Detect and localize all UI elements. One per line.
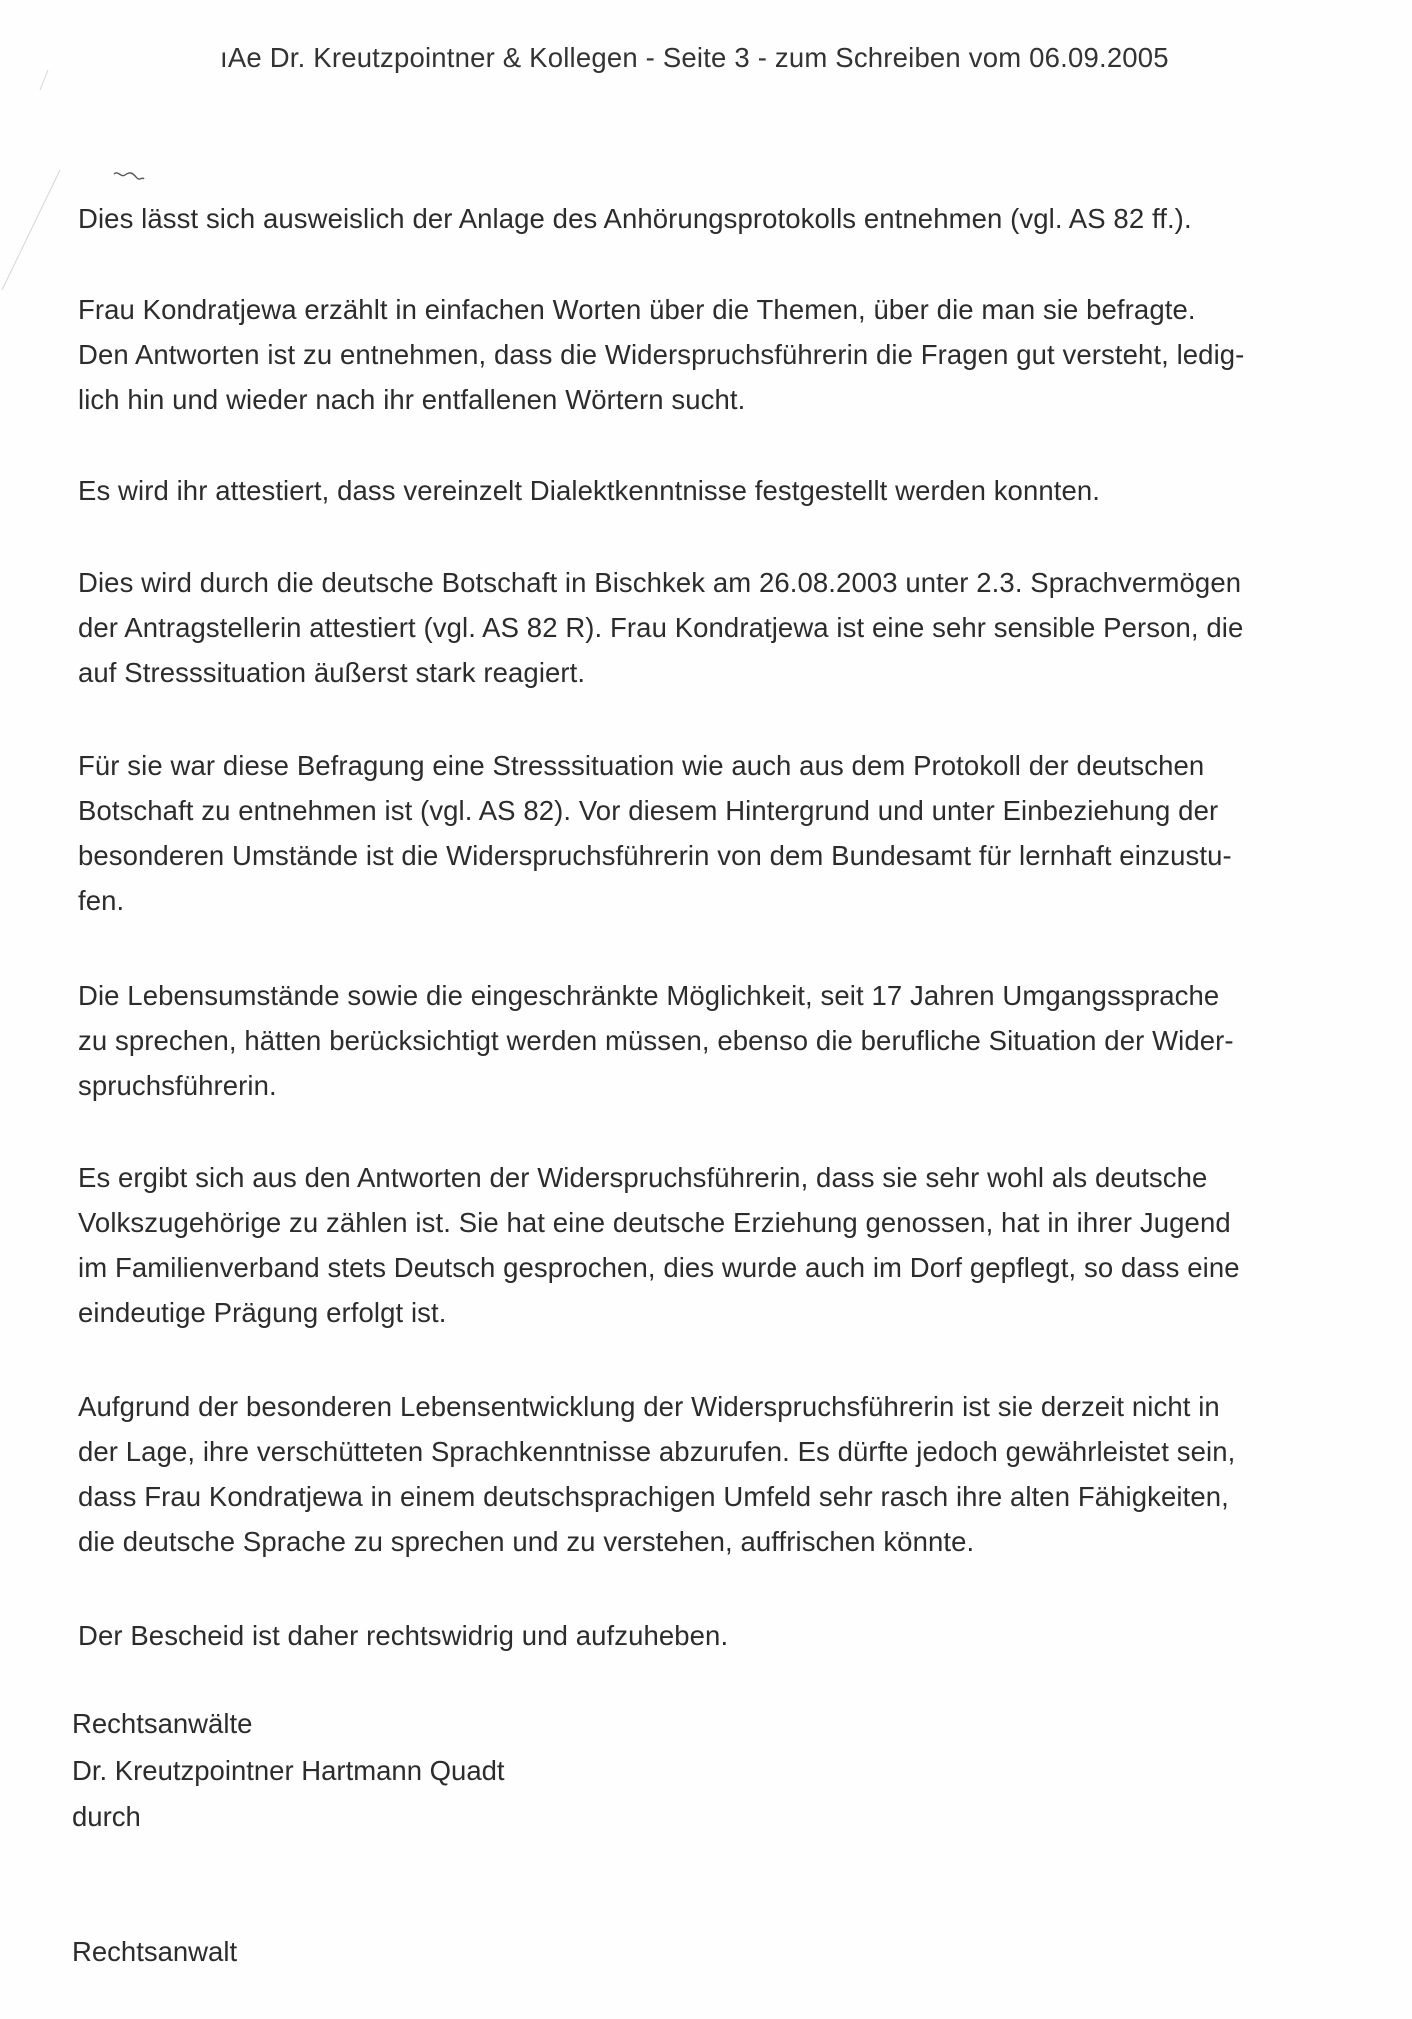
paragraph-1 bbox=[78, 196, 1378, 241]
paragraph-line: lich hin und wieder nach ihr entfallenen Wörtern sucht. bbox=[78, 384, 746, 415]
paragraph-2 bbox=[78, 287, 1378, 422]
paragraph-line: Es ergibt sich aus den Antworten der Widerspruchsführerin, dass sie sehr wohl als deutsche bbox=[78, 1162, 1208, 1193]
paragraph-9 bbox=[78, 1613, 1378, 1658]
paragraph-line: eindeutige Prägung erfolgt ist. bbox=[78, 1297, 447, 1328]
closing-firm: Rechtsanwälte bbox=[72, 1708, 253, 1739]
paragraph-7 bbox=[78, 1155, 1378, 1335]
paragraph-line: Botschaft zu entnehmen ist (vgl. AS 82). Vor diesem Hintergrund und unter Einbeziehung der bbox=[78, 795, 1219, 826]
paragraph-8 bbox=[78, 1384, 1378, 1564]
paragraph-line: im Familienverband stets Deutsch gesprochen, dies wurde auch im Dorf gepflegt, so dass eine bbox=[78, 1252, 1240, 1283]
paragraph-line: Volkszugehörige zu zählen ist. Sie hat eine deutsche Erziehung genossen, hat in ihrer Jugend bbox=[78, 1207, 1231, 1238]
paragraph-line: der Antragstellerin attestiert (vgl. AS 82 R). Frau Kondratjewa ist eine sehr sensible Person, die bbox=[78, 612, 1244, 643]
paragraph-3 bbox=[78, 468, 1378, 513]
paragraph-line: auf Stresssituation äußerst stark reagiert. bbox=[78, 657, 586, 688]
closing-by: durch bbox=[72, 1801, 141, 1832]
page-header: ıAe Dr. Kreutzpointner & Kollegen - Seite 3 - zum Schreiben vom 06.09.2005 bbox=[220, 42, 1169, 73]
paragraph-line: besonderen Umstände ist die Widerspruchsführerin von dem Bundesamt für lernhaft einzustu- bbox=[78, 840, 1232, 871]
paragraph-line: Aufgrund der besonderen Lebensentwicklung der Widerspruchsführerin ist sie derzeit nicht in bbox=[78, 1391, 1220, 1422]
paragraph-line: spruchsführerin. bbox=[78, 1070, 277, 1101]
closing-names: Dr. Kreutzpointner Hartmann Quadt bbox=[72, 1755, 505, 1786]
paragraph-line: Dies lässt sich ausweislich der Anlage des Anhörungsprotokolls entnehmen (vgl. AS 82 ff.). bbox=[78, 203, 1192, 234]
paragraph-line: Der Bescheid ist daher rechtswidrig und aufzuheben. bbox=[78, 1620, 729, 1651]
closing-title: Rechtsanwalt bbox=[72, 1936, 238, 1967]
paragraph-line: Es wird ihr attestiert, dass vereinzelt Dialektkenntnisse festgestellt werden konnten. bbox=[78, 475, 1101, 506]
paragraph-line: Den Antworten ist zu entnehmen, dass die Widerspruchsführerin die Fragen gut versteht, ledig- bbox=[78, 339, 1245, 370]
scan-mark bbox=[0, 0, 80, 300]
paragraph-line: fen. bbox=[78, 885, 125, 916]
paragraph-line: dass Frau Kondratjewa in einem deutschsprachigen Umfeld sehr rasch ihre alten Fähigkeiten, bbox=[78, 1481, 1229, 1512]
paragraph-6 bbox=[78, 973, 1378, 1108]
pen-mark bbox=[112, 168, 146, 184]
paragraph-line: Frau Kondratjewa erzählt in einfachen Worten über die Themen, über die man sie befragte. bbox=[78, 294, 1196, 325]
paragraph-line: zu sprechen, hätten berücksichtigt werden müssen, ebenso die berufliche Situation der Wider- bbox=[78, 1025, 1234, 1056]
paragraph-line: der Lage, ihre verschütteten Sprachkenntnisse abzurufen. Es dürfte jedoch gewährleistet sein, bbox=[78, 1436, 1236, 1467]
paragraph-line: Dies wird durch die deutsche Botschaft in Bischkek am 26.08.2003 unter 2.3. Sprachvermögen bbox=[78, 567, 1242, 598]
paragraph-5 bbox=[78, 743, 1378, 923]
paragraph-line: Für sie war diese Befragung eine Stresssituation wie auch aus dem Protokoll der deutschen bbox=[78, 750, 1205, 781]
paragraph-line: Die Lebensumstände sowie die eingeschränkte Möglichkeit, seit 17 Jahren Umgangssprache bbox=[78, 980, 1220, 1011]
paragraph-line: die deutsche Sprache zu sprechen und zu verstehen, auffrischen könnte. bbox=[78, 1526, 975, 1557]
paragraph-4 bbox=[78, 560, 1378, 695]
